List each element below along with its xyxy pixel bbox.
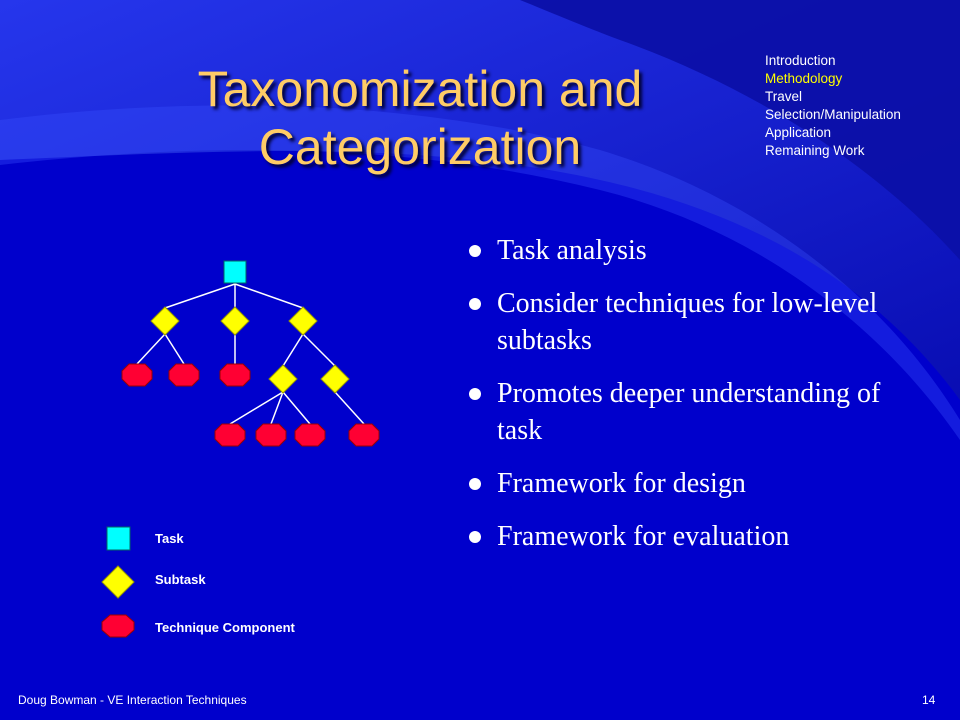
technique-component-node [169, 364, 199, 386]
nav-item-selection-manipulation[interactable]: Selection/Manipulation [765, 107, 901, 122]
bullet-list [465, 232, 925, 571]
bullet-item: Framework for design [465, 465, 925, 502]
subtask-node [151, 307, 179, 335]
subtask-node [289, 307, 317, 335]
bullet-dot-icon [469, 478, 481, 490]
task-node [224, 261, 246, 283]
legend-subtask-label: Subtask [155, 572, 206, 587]
technique-component-node [295, 424, 325, 446]
legend-task-label: Task [155, 531, 184, 546]
bullet-item: Promotes deeper understanding of task [465, 375, 925, 449]
subtask-node [321, 365, 349, 393]
bullet-dot-icon [469, 531, 481, 543]
footer-author: Doug Bowman - VE Interaction Techniques [18, 693, 247, 707]
nav-item-application[interactable]: Application [765, 125, 832, 140]
legend-technique-label: Technique Component [155, 620, 295, 635]
bullet-item: Task analysis [465, 232, 925, 269]
connector-lines [137, 284, 364, 424]
task-decomposition-diagram [100, 250, 400, 650]
technique-component-node [256, 424, 286, 446]
nav-item-travel[interactable]: Travel [765, 89, 803, 104]
nav-item-introduction[interactable]: Introduction [765, 53, 836, 68]
page-number: 14 [922, 693, 936, 707]
bullet-dot-icon [469, 388, 481, 400]
slide-title: Taxonomization and Categorization [197, 61, 643, 175]
technique-component-node [349, 424, 379, 446]
technique-component-node [215, 424, 245, 446]
bullet-item: Consider techniques for low-level subtasks [465, 285, 925, 359]
nav-item-methodology[interactable]: Methodology [765, 71, 843, 86]
subtask-node [221, 307, 249, 335]
legend-subtask-swatch [102, 566, 134, 598]
nav-item-remaining-work[interactable]: Remaining Work [765, 143, 865, 158]
bullet-item: Framework for evaluation [465, 518, 925, 555]
legend-task-swatch [107, 527, 130, 550]
technique-component-node [122, 364, 152, 386]
technique-component-node [220, 364, 250, 386]
bullet-dot-icon [469, 245, 481, 257]
section-nav [765, 52, 901, 160]
legend-technique-swatch [102, 615, 134, 637]
bullet-dot-icon [469, 298, 481, 310]
subtask-node [269, 365, 297, 393]
